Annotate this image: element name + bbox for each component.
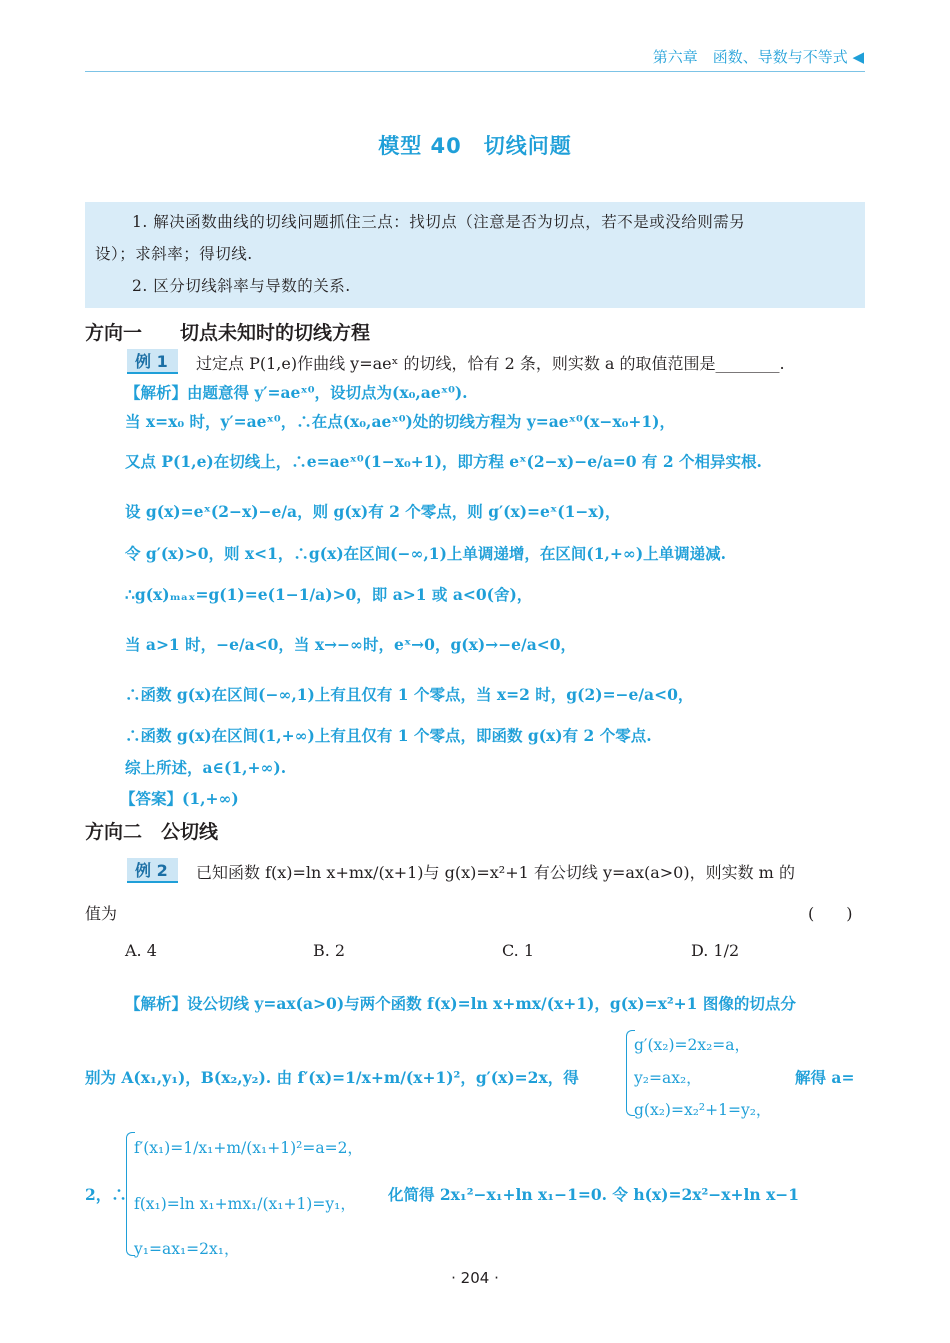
solution-line: 化简得 2x₁²−x₁+ln x₁−1=0. 令 h(x)=2x²−x+ln x−1 <box>388 1185 800 1204</box>
summary-line: 2. 区分切线斜率与导数的关系. <box>132 277 351 295</box>
solution-line: 解得 a= <box>795 1068 855 1087</box>
solution-line: 综上所述，a∈(1,+∞). <box>125 758 287 777</box>
answer-line: 【答案】(1,+∞) <box>120 789 239 808</box>
system-equation: f′(x₁)=1/x₁+m/(x₁+1)²=a=2， <box>134 1139 363 1157</box>
example-question: 过定点 P(1,e)作曲线 y=aeˣ 的切线，恰有 2 条，则实数 a 的取值范围是________. <box>196 354 785 373</box>
solution-line: 当 x=x₀ 时，y′=aeˣ⁰，∴在点(x₀,aeˣ⁰)处的切线方程为 y=aeˣ⁰(x−x₀+1)， <box>125 412 675 431</box>
example-label <box>127 858 178 883</box>
solution-line: 令 g′(x)>0，则 x<1，∴g(x)在区间(−∞,1)上单调递增，在区间(1,+∞)上单调递减. <box>125 544 727 563</box>
solution-line: ∴函数 g(x)在区间(1,+∞)上有且仅有 1 个零点，即函数 g(x)有 2 个零点. <box>125 726 652 745</box>
example-tag: 例 1 <box>127 349 178 374</box>
solution-line: 【解析】设公切线 y=ax(a>0)与两个函数 f(x)=ln x+mx/(x+1)，g(x)=x²+1 图像的切点分 <box>125 994 796 1013</box>
example-question-cont: 值为 <box>85 904 118 923</box>
solution-line: 设 g(x)=eˣ(2−x)−e/a，则 g(x)有 2 个零点，则 g′(x)=eˣ(1−x)， <box>125 502 621 521</box>
summary-line: 设）；求斜率；得切线. <box>95 245 253 263</box>
option-a: A. 4 <box>125 941 157 960</box>
solution-line: 当 a>1 时，−e/a<0，当 x→−∞时，eˣ→0，g(x)→−e/a<0， <box>125 635 577 654</box>
solution-line: ∴函数 g(x)在区间(−∞,1)上有且仅有 1 个零点，当 x=2 时，g(2)=−e/a<0， <box>125 685 694 704</box>
section-heading: 方向一 切点未知时的切线方程 <box>85 322 371 344</box>
option-b: B. 2 <box>313 941 346 960</box>
option-d: D. 1/2 <box>691 941 740 960</box>
system-equation: g(x₂)=x₂²+1=y₂， <box>634 1101 772 1119</box>
section-heading: 方向二 公切线 <box>85 821 219 843</box>
chapter-header: 第六章 函数、导数与不等式 ◀ <box>652 48 864 66</box>
solution-line: 又点 P(1,e)在切线上，∴e=aeˣ⁰(1−x₀+1)，即方程 eˣ(2−x)−e/a=0 有 2 个相异实根. <box>125 452 762 471</box>
header-divider <box>85 71 865 72</box>
page-title: 模型 40 切线问题 <box>378 134 572 158</box>
page-number: · 204 · <box>451 1269 499 1287</box>
option-c: C. 1 <box>502 941 535 960</box>
summary-line: 1. 解决函数曲线的切线问题抓住三点：找切点（注意是否为切点，若不是或没给则需另 <box>132 213 746 231</box>
example-label <box>127 349 178 374</box>
answer-blank: ( ) <box>808 904 853 923</box>
system-equation: y₁=ax₁=2x₁， <box>134 1240 240 1258</box>
solution-line: 别为 A(x₁,y₁)，B(x₂,y₂). 由 f′(x)=1/x+m/(x+1)²，g′(x)=2x，得 <box>85 1068 579 1087</box>
system-equation: g′(x₂)=2x₂=a， <box>634 1036 751 1054</box>
example-tag: 例 2 <box>127 858 178 883</box>
solution-line: ∴g(x)ₘₐₓ=g(1)=e(1−1/a)>0，即 a>1 或 a<0(舍)， <box>125 585 533 604</box>
system-equation: f(x₁)=ln x₁+mx₁/(x₁+1)=y₁， <box>134 1195 356 1213</box>
solution-line: 2，∴ <box>85 1185 127 1204</box>
system-equation: y₂=ax₂， <box>634 1069 702 1087</box>
solution-line: 【解析】由题意得 y′=aeˣ⁰，设切点为(x₀,aeˣ⁰). <box>125 383 468 402</box>
example-question: 已知函数 f(x)=ln x+mx/(x+1)与 g(x)=x²+1 有公切线 y=ax(a>0)，则实数 m 的 <box>196 863 795 882</box>
